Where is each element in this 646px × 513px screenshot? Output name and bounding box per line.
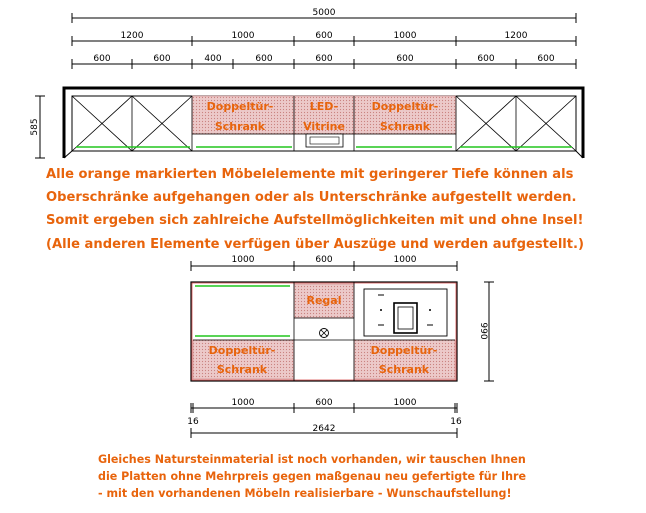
top-group-dim: 1000: [393, 31, 417, 41]
label-regal: Regal: [306, 294, 342, 307]
label-island-doppeltuer-right-2: Schrank: [378, 363, 430, 376]
label-island-doppeltuer-left-1: Doppeltür-: [208, 344, 276, 357]
top-group-dim: 1000: [231, 31, 255, 41]
top-segment-dim: 600: [93, 54, 111, 64]
top-segment-dim: 600: [477, 54, 495, 64]
island-total-width: 2642: [312, 424, 336, 434]
label-doppeltuer-left-1: Doppeltür-: [206, 100, 274, 113]
label-doppeltuer-left-2: Schrank: [214, 120, 266, 133]
bottom-note-line: die Platten ohne Mehrpreis gegen maßgenau neu gefertigte für Ihre: [98, 470, 526, 483]
top-total-width: 5000: [312, 8, 336, 18]
island-top-dim: 600: [315, 255, 333, 265]
bottom-note-line: Gleiches Natursteinmaterial ist noch vorhanden, wir tauschen Ihnen: [98, 453, 526, 466]
top-segment-dim: 400: [204, 54, 222, 64]
label-doppeltuer-right-2: Schrank: [379, 120, 431, 133]
bottom-note: [98, 451, 526, 502]
island-end-right-dim: 16: [450, 417, 462, 427]
label-island-doppeltuer-left-2: Schrank: [216, 363, 268, 376]
top-segment-dim: 600: [315, 54, 333, 64]
main-note: [46, 163, 584, 256]
top-segment-dim: 600: [537, 54, 555, 64]
island-top-dim: 1000: [393, 255, 417, 265]
label-led-vitrine-2: Vitrine: [303, 120, 345, 133]
top-height-dim: 585: [30, 118, 40, 136]
top-group-dim: 1200: [504, 31, 528, 41]
label-doppeltuer-right-1: Doppeltür-: [371, 100, 439, 113]
island-top-dim: 1000: [231, 255, 255, 265]
sink-icon: [306, 134, 343, 147]
label-island-doppeltuer-right-1: Doppeltür-: [370, 344, 438, 357]
top-segment-dim: 600: [255, 54, 273, 64]
top-group-dim: 600: [315, 31, 333, 41]
island-depth-dim: 990: [478, 322, 488, 340]
top-segment-dim: 600: [153, 54, 171, 64]
bottom-note-line: - mit den vorhandenen Möbeln realisierbare - Wunschaufstellung!: [98, 487, 512, 500]
island-bottom-dim: 600: [315, 398, 333, 408]
island-bottom-dim: 1000: [393, 398, 417, 408]
island-bottom-dim: 1000: [231, 398, 255, 408]
label-led-vitrine-1: LED-: [309, 100, 339, 113]
main-note-line: (Alle anderen Elemente verfügen über Auszüge und werden aufgestellt.): [46, 236, 585, 252]
main-note-line: Alle orange markierten Möbelelemente mit geringerer Tiefe können als: [46, 167, 574, 182]
main-note-line: Oberschränke aufgehangen oder als Unterschränke aufgestellt werden.: [46, 190, 577, 206]
top-group-dim: 1200: [120, 31, 144, 41]
top-segment-dim: 600: [396, 54, 414, 64]
main-note-line: Somit ergeben sich zahlreiche Aufstellmöglichkeiten mit und ohne Insel!: [46, 213, 584, 229]
island-end-left-dim: 16: [187, 417, 199, 427]
